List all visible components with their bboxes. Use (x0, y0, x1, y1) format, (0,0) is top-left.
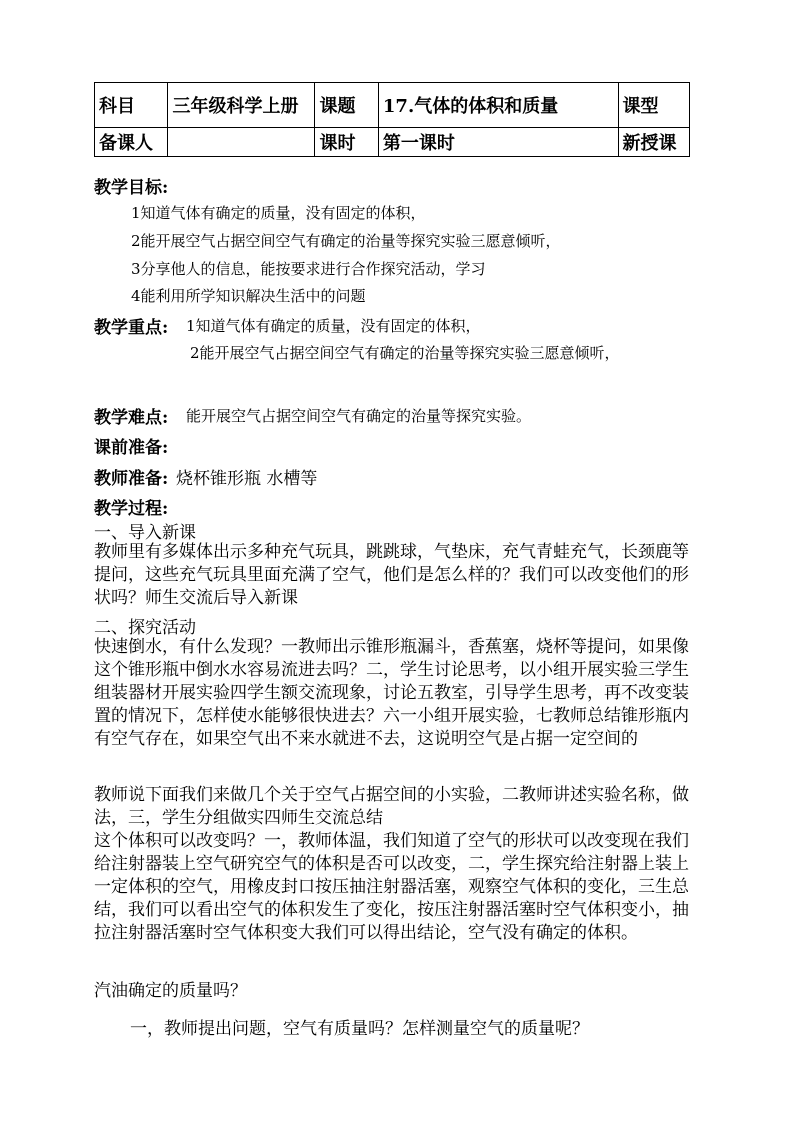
table-cell-type-label: 课型 (618, 83, 690, 128)
table-cell-preparer-value (168, 128, 315, 157)
difficulty-heading: 教学难点: (94, 408, 169, 428)
paragraph-intro: 教师里有多媒体出示多种充气玩具，跳跳球，气垫床，充气青蛙充气，长颈鹿等提问，这些充气玩具里面充满了空气，他们是怎么样的？我们可以改变他们的形状吗？师生交流后导入新课 (94, 542, 689, 608)
teacher-prep-text: 烧杯锥形瓶 水槽等 (176, 469, 318, 489)
objectives-heading: 教学目标: (94, 178, 169, 198)
lesson-info-table (94, 82, 690, 157)
paragraph-mass-question: 汽油确定的质量吗？ (94, 981, 247, 1001)
table-cell-type-value: 新授课 (618, 128, 690, 157)
objective-item: 2能开展空气占据空间空气有确定的治量等探究实验三愿意倾听， (131, 232, 561, 250)
table-cell-subject-label: 科目 (95, 83, 168, 128)
table-cell-period-value: 第一课时 (378, 128, 618, 157)
objective-item: 3分享他人的信息，能按要求进行合作探究活动，学习 (131, 260, 486, 278)
paragraph-volume: 这个体积可以改变吗？一，教师体温，我们知道了空气的形状可以改变现在我们给注射器装上空气研究空气的体积是否可以改变，二，学生探究给注射器上装上一定体积的空气，用橡皮封口按压抽注射器活塞，观察空气体积的变化，三生总结，我们可以看出空气的体积发生了变化，按压注射器活塞时空气体积变小，抽拉注射器活塞时空气体积变大我们可以得出结论，空气没有确定的体积。 (94, 831, 689, 943)
paragraph-explore: 快速倒水，有什么发现？一教师出示锥形瓶漏斗，香蕉塞，烧杯等提问，如果像这个锥形瓶中倒水水容易流进去吗？二，学生讨论思考，以小组开展实验三学生组装器材开展实验四学生额交流现象，讨论五教室，引导学生思考，再不改变装置的情况下，怎样使水能够很快进去？六一小组开展实验，七教师总结锥形瓶内有空气存在，如果空气出不来水就进不去，这说明空气是占据一定空间的 (94, 637, 689, 749)
paragraph-mass-step1: 一，教师提出问题，空气有质量吗？怎样测量空气的质量呢？ (130, 1019, 589, 1039)
prep-heading: 课前准备: (94, 438, 169, 458)
section-heading-intro: 一、导入新课 (94, 523, 196, 543)
table-cell-subject-value: 三年级科学上册 (168, 83, 315, 128)
difficulty-text: 能开展空气占据空间空气有确定的治量等探究实验。 (186, 407, 532, 425)
process-heading: 教学过程: (94, 499, 169, 519)
table-row (95, 83, 690, 128)
table-cell-topic-value: 17.气体的体积和质量 (378, 83, 618, 128)
table-cell-preparer-label: 备课人 (95, 128, 168, 157)
keypoint-item: 2能开展空气占据空间空气有确定的治量等探究实验三愿意倾听， (190, 344, 620, 362)
teacher-prep-heading: 教师准备: (94, 469, 169, 489)
objective-item: 1知道气体有确定的质量，没有固定的体积， (131, 204, 426, 222)
table-row (95, 128, 690, 157)
table-cell-period-label: 课时 (315, 128, 378, 157)
paragraph-experiments: 教师说下面我们来做几个关于空气占据空间的小实验，二教师讲述实验名称，做法，三，学生分组做实四师生交流总结 (94, 785, 689, 828)
section-heading-explore: 二、探究活动 (94, 618, 196, 638)
table-cell-topic-label: 课题 (315, 83, 378, 128)
objective-item: 4能利用所学知识解决生活中的问题 (131, 287, 366, 305)
keypoint-item: 1知道气体有确定的质量，没有固定的体积， (186, 317, 481, 335)
keypoints-heading: 教学重点: (94, 318, 169, 338)
